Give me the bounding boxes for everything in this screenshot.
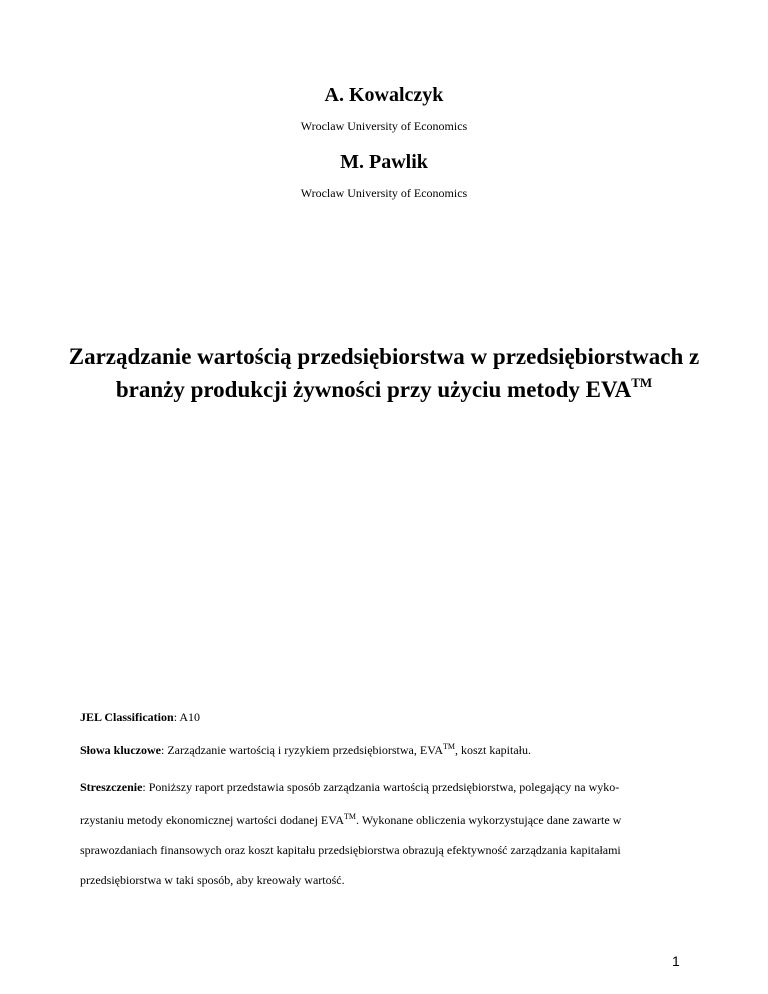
- abstract-line-4: przedsiębiorstwa w taki sposób, aby kreowały wartość.: [80, 873, 345, 887]
- author-affiliation-2: Wroclaw University of Economics: [300, 186, 468, 200]
- title-trademark: TM: [631, 375, 653, 390]
- author-name-1: A. Kowalczyk: [324, 84, 444, 106]
- title-line-1: Zarządzanie wartością przedsiębiorstwa w przedsiębiorstwach z: [68, 344, 700, 369]
- title-line-2: [60, 370, 708, 403]
- abstract-line-1: [80, 772, 690, 802]
- title-line-2-text: branży produkcji żywności przy użyciu metody EVA: [115, 377, 632, 402]
- abstract-line-2-after: . Wykonane obliczenia wykorzystujące dane zawarte w: [356, 813, 622, 827]
- abstract-label: Streszczenie: [80, 780, 143, 794]
- author-name-2: M. Pawlik: [340, 151, 428, 173]
- abstract-line-2-before: rzystaniu metody ekonomicznej wartości dodanej EVA: [80, 813, 345, 827]
- abstract-line-3: sprawozdaniach finansowych oraz koszt kapitału przedsiębiorstwa obrazują efektywność zarządzania kapitałami: [80, 843, 621, 857]
- keywords-label: Słowa kluczowe: [80, 743, 161, 757]
- jel-value: : A10: [173, 710, 201, 724]
- keywords-text-before: : Zarządzanie wartością i ryzykiem przedsiębiorstwa, EVA: [161, 743, 443, 757]
- jel-classification: [80, 710, 690, 725]
- abstract-line-2: [80, 802, 690, 835]
- keywords: [80, 742, 690, 758]
- page-number: 1: [672, 953, 680, 969]
- abstract-trademark: TM: [344, 812, 357, 821]
- author-affiliation-1: Wroclaw University of Economics: [300, 119, 468, 133]
- keywords-text-after: , koszt kapitału.: [455, 743, 531, 757]
- keywords-trademark: TM: [443, 742, 455, 751]
- jel-label: JEL Classification: [80, 710, 174, 724]
- paper-title: [60, 344, 708, 403]
- abstract: [80, 772, 690, 895]
- abstract-line-1-text: : Poniższy raport przedstawia sposób zarządzania wartością przedsiębiorstwa, polegający na wyko-: [142, 780, 620, 794]
